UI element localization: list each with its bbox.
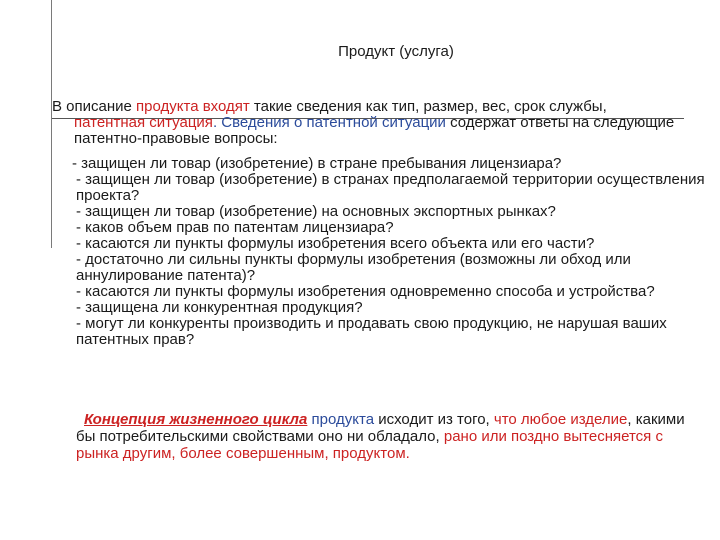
list-item: - могут ли конкуренты производить и продавать свою продукцию, не нарушая ваших патентных прав? (76, 315, 667, 348)
list-item: - достаточно ли сильны пункты формулы изобретения (возможны ли обход или аннулирование патента)? (76, 251, 631, 284)
concept-text: , какими бы потребительскими свойствами оно ни обладало, (76, 411, 685, 445)
intro-paragraph (52, 99, 692, 147)
concept-paragraph (76, 411, 696, 462)
concept-highlight: что любое изделие (493, 411, 628, 428)
intro-text: содержат ответы на следующие патентно-правовые вопросы: (74, 114, 675, 147)
list-item: - касаются ли пункты формулы изобретения одновременно способа и устройства? (76, 283, 655, 300)
list-item: - защищен ли товар (изобретение) на основных экспортных рынках? (76, 203, 556, 220)
slide-title: Продукт (услуга) (338, 43, 454, 60)
list-item: - защищен ли товар (изобретение) в стране пребывания лицензиара? (72, 155, 562, 172)
intro-text: В описание (52, 98, 137, 115)
concept-product: продукта (307, 411, 375, 428)
intro-highlight-info: . Сведения о патентной ситуации (212, 114, 446, 131)
list-item: - защищен ли товар (изобретение) в странах предполагаемой территории осуществления проекта? (76, 171, 705, 204)
intro-text: такие сведения как тип, размер, вес, срок службы, (249, 98, 607, 115)
list-item: - касаются ли пункты формулы изобретения всего объекта или его части? (76, 235, 595, 252)
intro-highlight-patent: патентная ситуация (74, 114, 213, 131)
concept-text: исходит из того, (374, 411, 494, 428)
intro-highlight-product: продукта входят (136, 98, 250, 115)
concept-highlight: рано или поздно вытесняется с рынка другим, более совершенным, продуктом. (76, 428, 663, 462)
question-list (72, 155, 706, 348)
concept-term: Концепция жизненного цикла (84, 411, 308, 428)
list-item: - защищена ли конкурентная продукция? (76, 299, 363, 316)
list-item: - каков объем прав по патентам лицензиара? (76, 219, 394, 236)
intro-continuation (52, 115, 692, 147)
